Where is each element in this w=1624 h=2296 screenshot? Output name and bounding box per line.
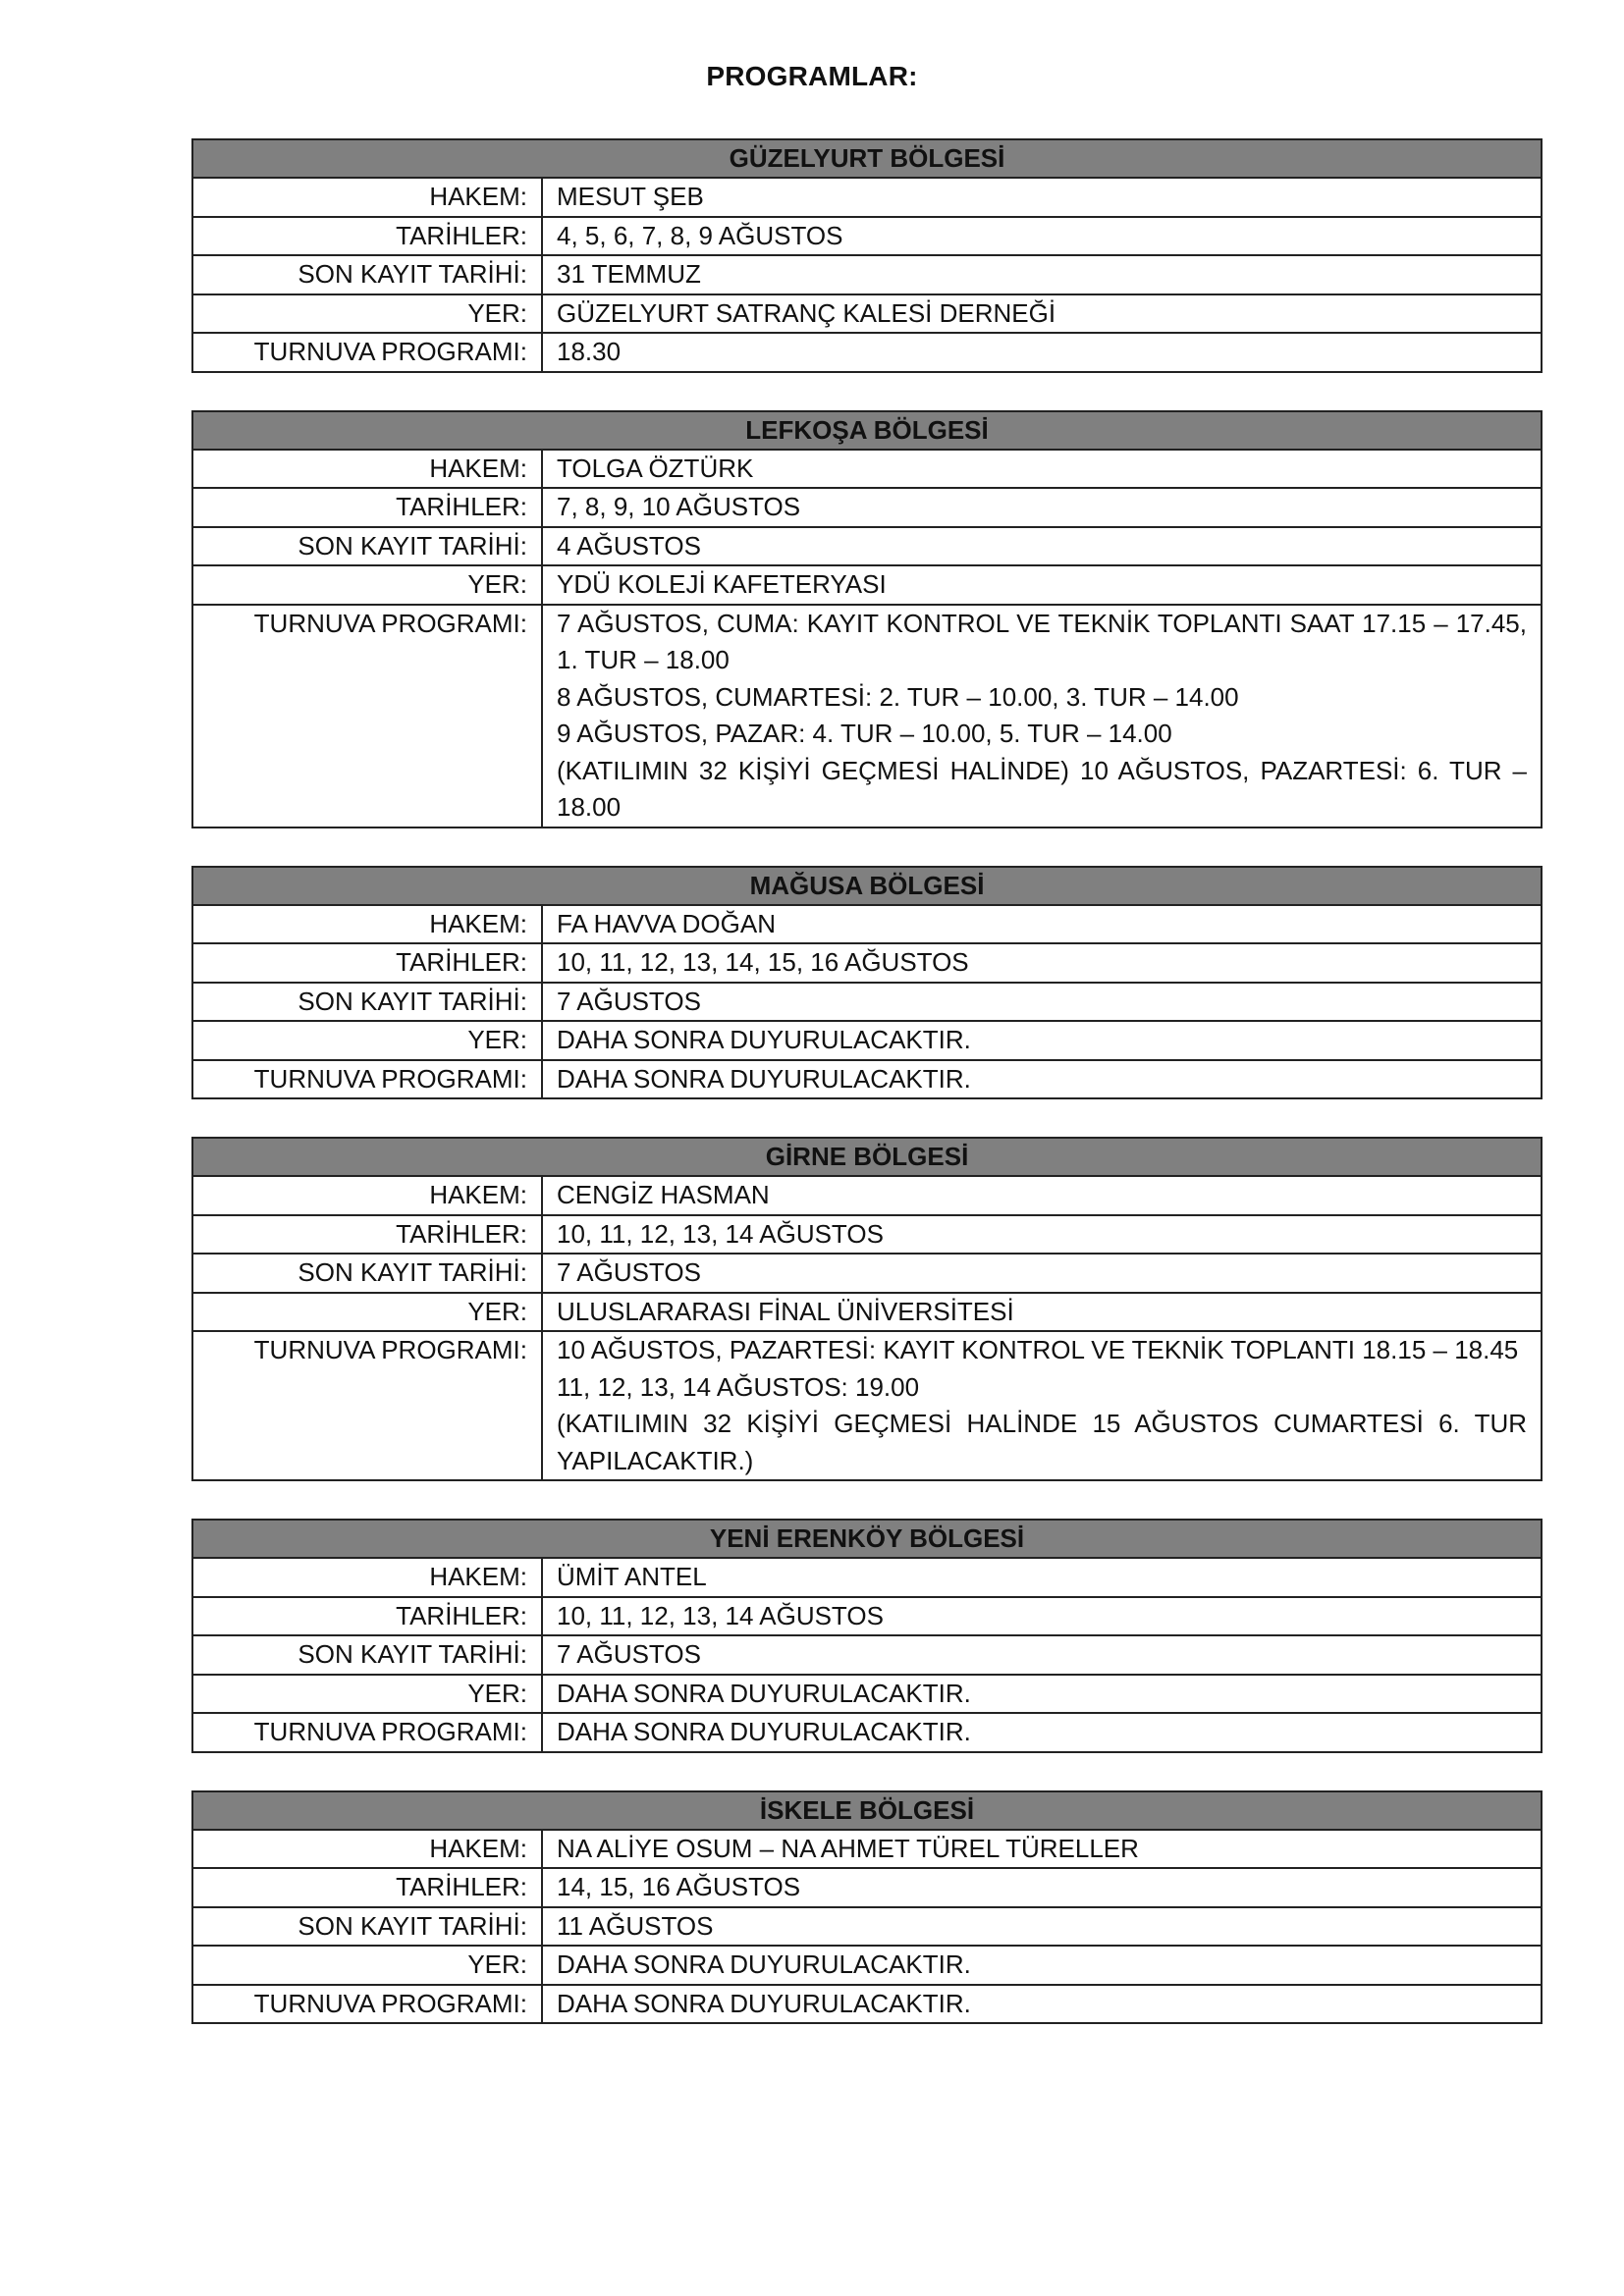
value-line: 7, 8, 9, 10 AĞUSTOS [557,492,801,521]
table-row [192,1021,1542,1060]
value-line: TOLGA ÖZTÜRK [557,453,754,483]
row-value [542,488,1542,527]
region-tables [191,138,1541,2061]
table-row [192,1331,1542,1480]
value-line: MESUT ŞEB [557,182,704,211]
row-label: SON KAYIT TARİHİ: [192,1635,542,1675]
value-line: 4 AĞUSTOS [557,530,701,561]
row-label: TARİHLER: [192,1597,542,1636]
value-line: 4, 5, 6, 7, 8, 9 AĞUSTOS [557,220,843,250]
value-line: DAHA SONRA DUYURULACAKTIR. [557,1949,971,1979]
row-label: TARİHLER: [192,1868,542,1907]
region-table [191,866,1543,1100]
row-value [542,1597,1542,1636]
row-label: SON KAYIT TARİHİ: [192,983,542,1022]
value-line: 31 TEMMUZ [557,259,701,289]
table-row [192,1597,1542,1636]
row-value [542,565,1542,605]
row-value [542,1675,1542,1714]
table-row [192,488,1542,527]
region-title: İSKELE BÖLGESİ [192,1791,1542,1830]
row-value [542,1176,1542,1215]
table-row [192,178,1542,217]
row-value [542,1946,1542,1985]
region-table [191,410,1543,828]
row-label: YER: [192,1946,542,1985]
row-value [542,450,1542,489]
table-row [192,1635,1542,1675]
table-row [192,450,1542,489]
value-line: YDÜ KOLEJİ KAFETERYASI [557,569,887,599]
row-label: YER: [192,294,542,334]
region-title: YENİ ERENKÖY BÖLGESİ [192,1520,1542,1558]
row-label: HAKEM: [192,1176,542,1215]
value-line: DAHA SONRA DUYURULACAKTIR. [557,1717,971,1746]
value-line: 7 AĞUSTOS, CUMA: KAYIT KONTROL VE TEKNİK TOPLANTI SAAT 17.15 – 17.45, 1. TUR – 18.00 [557,608,1527,674]
table-row [192,1176,1542,1215]
table-row [192,605,1542,828]
row-label: TURNUVA PROGRAMI: [192,1713,542,1752]
value-line: 7 AĞUSTOS [557,1639,701,1669]
region-table [191,1790,1543,2025]
row-value [542,1254,1542,1293]
table-row [192,1830,1542,1869]
row-label: YER: [192,1021,542,1060]
row-label: YER: [192,1675,542,1714]
row-value [542,527,1542,566]
value-line: DAHA SONRA DUYURULACAKTIR. [557,1063,971,1094]
row-label: SON KAYIT TARİHİ: [192,1907,542,1947]
table-row [192,1254,1542,1293]
row-value [542,1331,1542,1480]
row-value [542,1635,1542,1675]
row-value [542,294,1542,334]
row-label: YER: [192,1293,542,1332]
row-label: YER: [192,565,542,605]
value-line: CENGİZ HASMAN [557,1180,770,1209]
table-row [192,983,1542,1022]
table-row [192,255,1542,294]
value-line: NA ALİYE OSUM – NA AHMET TÜREL TÜRELLER [557,1833,1139,1863]
value-line: 9 AĞUSTOS, PAZAR: 4. TUR – 10.00, 5. TUR – 14.00 [557,719,1172,748]
row-label: TARİHLER: [192,943,542,983]
table-row [192,905,1542,944]
value-line: 14, 15, 16 AĞUSTOS [557,1872,801,1901]
value-line: ÜMİT ANTEL [557,1562,707,1591]
table-row [192,1868,1542,1907]
row-value [542,255,1542,294]
value-line: FA HAVVA DOĞAN [557,908,776,938]
region-title: MAĞUSA BÖLGESİ [192,867,1542,905]
row-label: TARİHLER: [192,488,542,527]
row-value [542,1293,1542,1332]
value-line: 10, 11, 12, 13, 14 AĞUSTOS [557,1600,884,1630]
table-row [192,1985,1542,2024]
row-label: HAKEM: [192,905,542,944]
table-row [192,1946,1542,1985]
table-row [192,217,1542,256]
row-label: SON KAYIT TARİHİ: [192,527,542,566]
page-title: PROGRAMLAR: [706,61,918,91]
row-value [542,1060,1542,1099]
row-value [542,1021,1542,1060]
table-row [192,1907,1542,1947]
table-row [192,1713,1542,1752]
row-value [542,983,1542,1022]
value-line: DAHA SONRA DUYURULACAKTIR. [557,1025,971,1054]
value-line: 10, 11, 12, 13, 14, 15, 16 AĞUSTOS [557,947,969,977]
region-table [191,138,1543,373]
value-line: 7 AĞUSTOS [557,1257,701,1287]
row-value [542,333,1542,372]
table-row [192,565,1542,605]
value-line: 18.30 [557,337,622,366]
table-row [192,1675,1542,1714]
row-value [542,605,1542,828]
region-table [191,1137,1543,1481]
table-row [192,527,1542,566]
row-label: TURNUVA PROGRAMI: [192,1331,542,1480]
row-label: TURNUVA PROGRAMI: [192,1060,542,1099]
row-value [542,217,1542,256]
value-line: DAHA SONRA DUYURULACAKTIR. [557,1678,971,1708]
row-label: SON KAYIT TARİHİ: [192,255,542,294]
row-value [542,943,1542,983]
region-title: GÜZELYURT BÖLGESİ [192,139,1542,178]
table-row [192,1060,1542,1099]
value-line: (KATILIMIN 32 KİŞİYİ GEÇMESİ HALİNDE) 10 AĞUSTOS, PAZARTESİ: 6. TUR – 18.00 [557,755,1527,822]
row-label: TURNUVA PROGRAMI: [192,605,542,828]
table-row [192,333,1542,372]
value-line: (KATILIMIN 32 KİŞİYİ GEÇMESİ HALİNDE 15 AĞUSTOS CUMARTESİ 6. TUR YAPILACAKTIR.) [557,1409,1528,1475]
region-title: GİRNE BÖLGESİ [192,1138,1542,1176]
value-line: GÜZELYURT SATRANÇ KALESİ DERNEĞİ [557,297,1056,328]
row-label: TURNUVA PROGRAMI: [192,333,542,372]
row-value [542,1985,1542,2024]
region-title: LEFKOŞA BÖLGESİ [192,411,1542,450]
table-row [192,1293,1542,1332]
row-value [542,1830,1542,1869]
row-label: SON KAYIT TARİHİ: [192,1254,542,1293]
value-line: 8 AĞUSTOS, CUMARTESİ: 2. TUR – 10.00, 3. TUR – 14.00 [557,681,1239,712]
row-label: TARİHLER: [192,217,542,256]
value-line: 10 AĞUSTOS, PAZARTESİ: KAYIT KONTROL VE TEKNİK TOPLANTI 18.15 – 18.45 [557,1335,1519,1364]
row-label: HAKEM: [192,1830,542,1869]
row-label: TURNUVA PROGRAMI: [192,1985,542,2024]
row-label: HAKEM: [192,178,542,217]
value-line: 11 AĞUSTOS [557,1910,714,1941]
row-label: TARİHLER: [192,1215,542,1255]
region-table [191,1519,1543,1753]
table-row [192,294,1542,334]
table-row [192,1558,1542,1597]
row-label: HAKEM: [192,1558,542,1597]
table-row [192,1215,1542,1255]
value-line: 10, 11, 12, 13, 14 AĞUSTOS [557,1218,884,1249]
row-value [542,1868,1542,1907]
row-value [542,1558,1542,1597]
row-value [542,1907,1542,1947]
row-value [542,178,1542,217]
value-line: 11, 12, 13, 14 AĞUSTOS: 19.00 [557,1371,920,1402]
row-value [542,905,1542,944]
value-line: ULUSLARARASI FİNAL ÜNİVERSİTESİ [557,1296,1014,1326]
row-value [542,1713,1542,1752]
row-label: HAKEM: [192,450,542,489]
row-value [542,1215,1542,1255]
value-line: DAHA SONRA DUYURULACAKTIR. [557,1988,971,2018]
table-row [192,943,1542,983]
value-line: 7 AĞUSTOS [557,986,701,1016]
